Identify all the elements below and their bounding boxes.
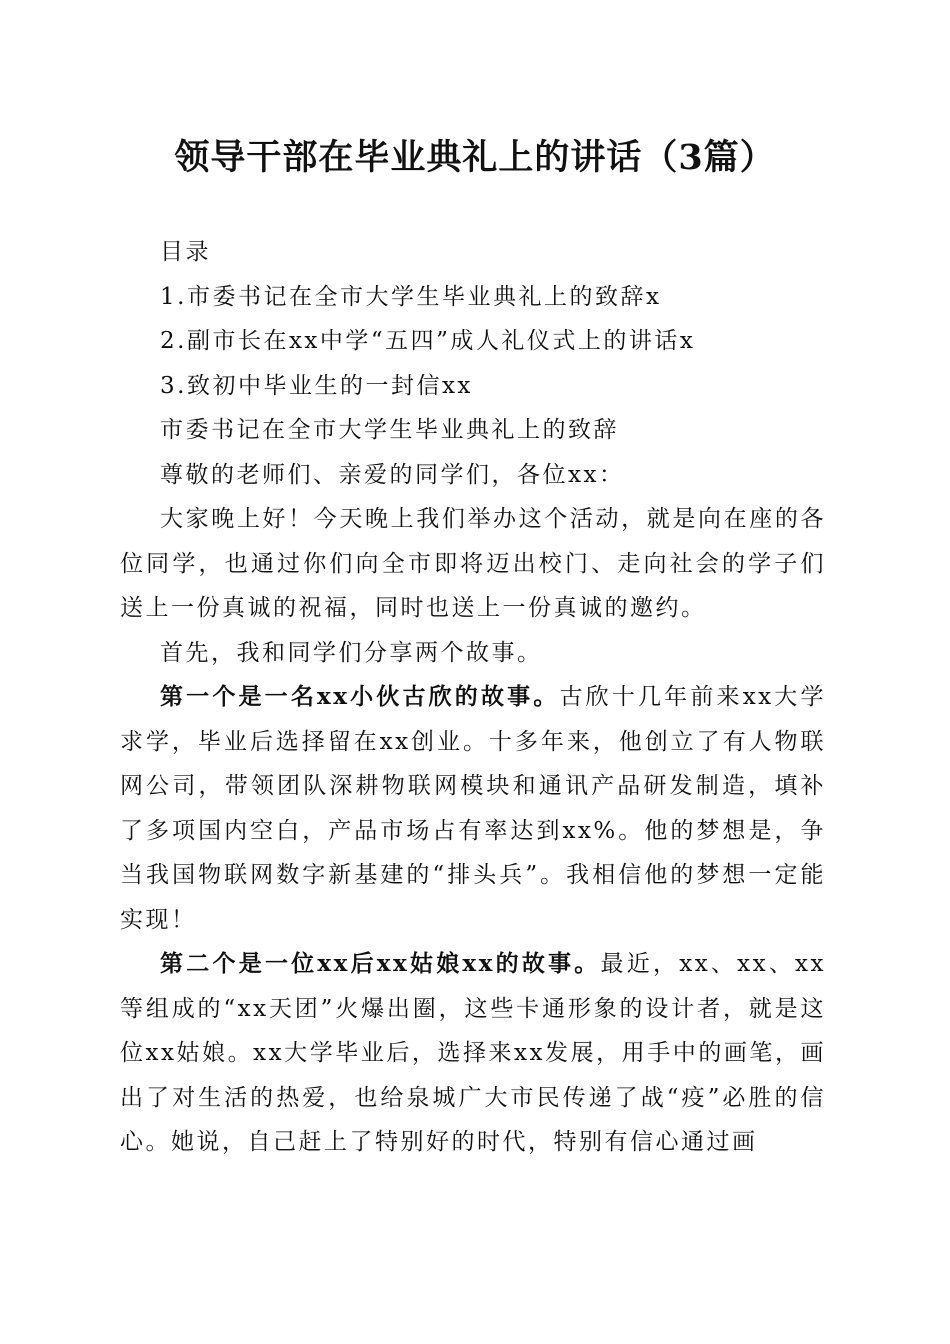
paragraph-story-2 <box>120 942 826 1165</box>
toc-item-1: 1.市委书记在全市大学生毕业典礼上的致辞x <box>160 283 662 310</box>
document-body <box>120 230 826 1165</box>
document-title: 领导干部在毕业典礼上的讲话（3篇） <box>174 137 776 178</box>
toc-item-2: 2.副市长在xx中学“五四”成人礼仪式上的讲话x <box>160 328 696 354</box>
story-1-lead: 第一个是一名xx小伙古欣的故事。 <box>160 683 560 710</box>
story-2-lead: 第二个是一位xx后xx姑娘xx的故事。 <box>160 950 601 977</box>
paragraph-intro: 首先，我和同学们分享两个故事。 <box>160 639 543 666</box>
story-1-text: 古欣十几年前来xx大学求学，毕业后选择留在xx创业。十多年来，他创立了有人物联网公司，带领团队深耕物联网模块和通讯产品研发制造，填补了多项国内空白，产品市场占有率达到xx%。他的梦想是，争当我国物联网数字新基建的“排头兵”。我相信他的梦想一定能实现！ <box>120 684 826 933</box>
toc-item-3: 3.致初中毕业生的一封信xx <box>160 372 473 399</box>
paragraph-story-1 <box>120 675 826 942</box>
salutation: 尊敬的老师们、亲爱的同学们，各位xx： <box>160 461 625 488</box>
story-2-text: 最近，xx、xx、xx等组成的“xx天团”火爆出圈，这些卡通形象的设计者，就是这位xx姑娘。xx大学毕业后，选择来xx发展，用手中的画笔，画出了对生活的热爱，也给泉城广大市民传递了战“疫”必胜的信心。她说，自己赶上了特别好的时代，特别有信心通过画 <box>120 951 826 1155</box>
toc-heading: 目录 <box>160 239 211 265</box>
speech-heading: 市委书记在全市大学生毕业典礼上的致辞 <box>160 417 619 443</box>
paragraph-greeting: 大家晚上好！今天晚上我们举办这个活动，就是向在座的各位同学，也通过你们向全市即将迈出校门、走向社会的学子们送上一份真诚的祝福，同时也送上一份真诚的邀约。 <box>120 506 826 621</box>
